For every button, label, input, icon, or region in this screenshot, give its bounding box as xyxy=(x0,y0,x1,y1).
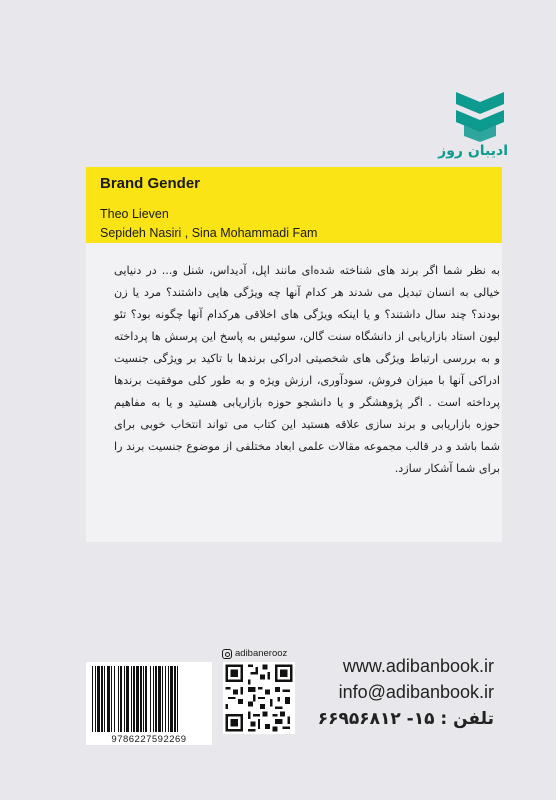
website-url[interactable]: www.adibanbook.ir xyxy=(342,656,494,676)
instagram-handle xyxy=(222,648,287,659)
author-name: Theo Lieven xyxy=(100,207,169,221)
publisher-name: ادیبان روز xyxy=(438,143,508,159)
isbn-number: 9786227592269 xyxy=(86,734,212,745)
book-logo-icon xyxy=(450,88,510,143)
book-description: به نظر شما اگر برند های شناخته شده‌ای مانند اپل، آدیداس، شنل و... در دنیایی خیالی به انسان تبدیل می شدند هر کدام آنها چه ویژگی هایی داشتند؟ مرد یا زن بودند؟ چند سال داشتند؟ و یا اینکه ویژگی های اخلاقی هرکدام آنها چگونه بود؟ تئو لیون استاد بازاریابی از دانشگاه سنت گالن، سوئیس به پاسخ این پرسش ها پرداخته و به بررسی ارتباط ویژگی های شخصیتی ادراکی برندها با تاکید بر ویژگی جنسیت ادراکی آنها با میزان فروش، سودآوری، ارزش ویژه و به طور کلی موفقیت برندها پرداخته است . اگر پژوهشگر و یا دانشجو حوزه بازاریابی هستید و یا به مفاهیم حوزه بازاریابی و برند سازی علاقه هستید این کتاب می تواند انتخاب خوبی برای شما باشد و در قالب مجموعه مقالات علمی ابعاد مختلفی از موضوع جنسیت برند را برای شما آشکار سازد. xyxy=(114,264,500,475)
barcode-bars xyxy=(86,662,212,734)
book-title: Brand Gender xyxy=(100,175,201,192)
instagram-handle-text: adibanerooz xyxy=(235,648,288,659)
translator-names: Sepideh Nasiri , Sina Mohammadi Fam xyxy=(100,226,318,240)
phone-number: تلفن : ۱۵- ۶۶۹۵۶۸۱۲ xyxy=(317,709,494,729)
isbn-barcode xyxy=(86,662,212,734)
instagram-icon xyxy=(222,649,232,659)
email-address[interactable]: info@adibanbook.ir xyxy=(338,682,494,702)
qr-code xyxy=(223,662,295,734)
